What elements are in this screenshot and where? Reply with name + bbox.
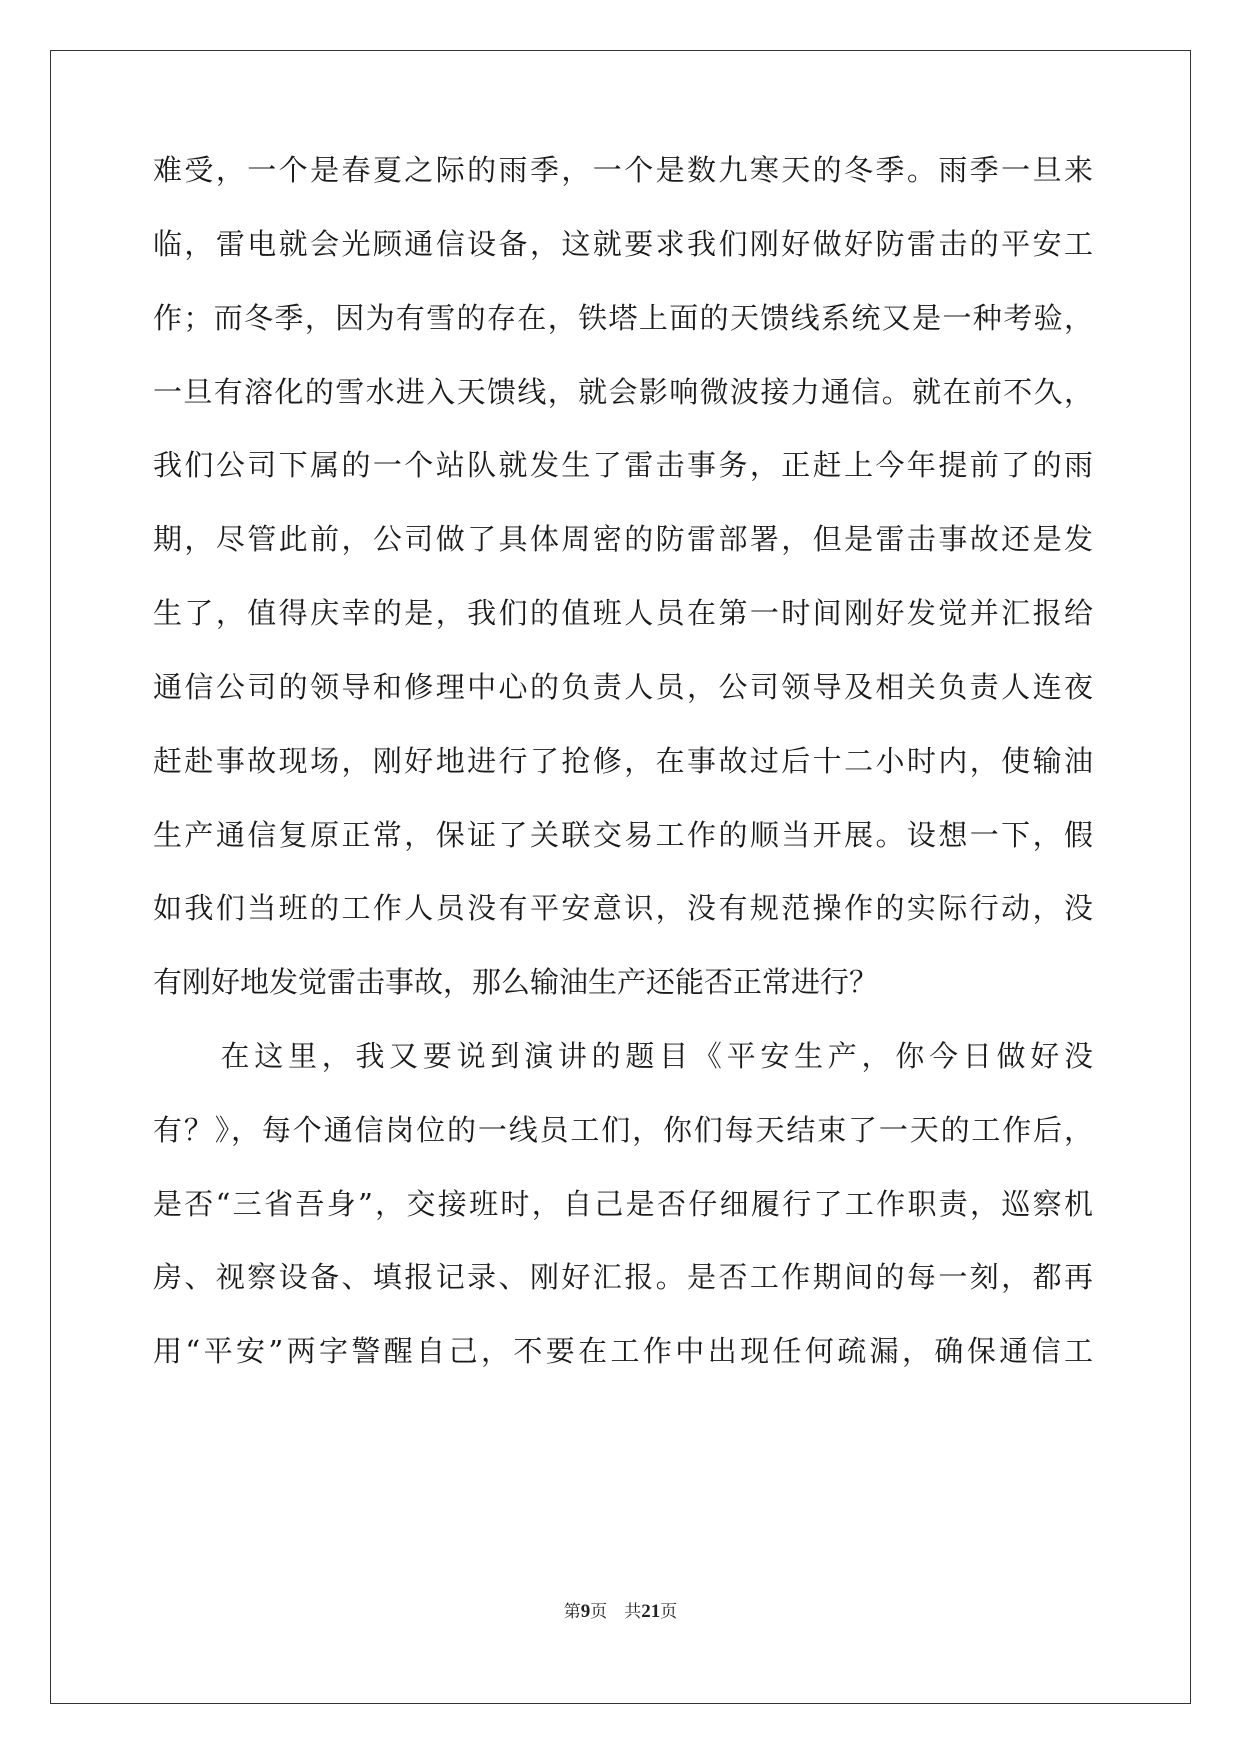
paragraph-line-indented: 在这里，我又要说到演讲的题目《平安生产，你今日做好没 <box>153 1039 1093 1073</box>
paragraph-line: 通信公司的领导和修理中心的负责人员，公司领导及相关负责人连夜 <box>153 670 1093 704</box>
total-pages: 21 <box>641 1601 661 1622</box>
paragraph-line: 一旦有溶化的雪水进入天馈线，就会影响微波接力通信。就在前不久， <box>153 375 1093 409</box>
paragraph-line: 作；而冬季，因为有雪的存在，铁塔上面的天馈线系统又是一种考验， <box>153 301 1093 335</box>
paragraph-line-last: 有刚好地发觉雷击事故，那么输油生产还能否正常进行？ <box>153 965 879 999</box>
total-suffix: 页 <box>660 1602 678 1621</box>
total-prefix: 共 <box>624 1602 642 1621</box>
paragraph-line: 用“平安”两字警醒自己，不要在工作中出现任何疏漏，确保通信工 <box>153 1334 1093 1368</box>
page-prefix: 第 <box>563 1602 581 1621</box>
page-suffix: 页 <box>590 1602 608 1621</box>
paragraph-line: 是否“三省吾身”，交接班时，自己是否仔细履行了工作职责，巡察机 <box>153 1187 1093 1221</box>
paragraph-line: 赶赴事故现场，刚好地进行了抢修，在事故过后十二小时内，使输油 <box>153 744 1093 778</box>
paragraph-line: 房、视察设备、填报记录、刚好汇报。是否工作期间的每一刻，都再 <box>153 1260 1093 1294</box>
paragraph-line: 有？》，每个通信岗位的一线员工们，你们每天结束了一天的工作后， <box>153 1113 1093 1147</box>
paragraph-line: 难受，一个是春夏之际的雨季，一个是数九寒天的冬季。雨季一旦来 <box>153 153 1093 187</box>
paragraph-line: 生了，值得庆幸的是，我们的值班人员在第一时间刚好发觉并汇报给 <box>153 596 1093 630</box>
paragraph-line: 期，尽管此前，公司做了具体周密的防雷部署，但是雷击事故还是发 <box>153 522 1093 556</box>
paragraph-line: 生产通信复原正常，保证了关联交易工作的顺当开展。设想一下，假 <box>153 818 1093 852</box>
paragraph-line: 我们公司下属的一个站队就发生了雷击事务，正赶上今年提前了的雨 <box>153 448 1093 482</box>
paragraph-line: 如我们当班的工作人员没有平安意识，没有规范操作的实际行动，没 <box>153 891 1093 925</box>
paragraph-line: 临，雷电就会光顾通信设备，这就要求我们刚好做好防雷击的平安工 <box>153 227 1093 261</box>
page-number: 9 <box>580 1601 591 1622</box>
page-footer <box>0 1600 1241 1624</box>
